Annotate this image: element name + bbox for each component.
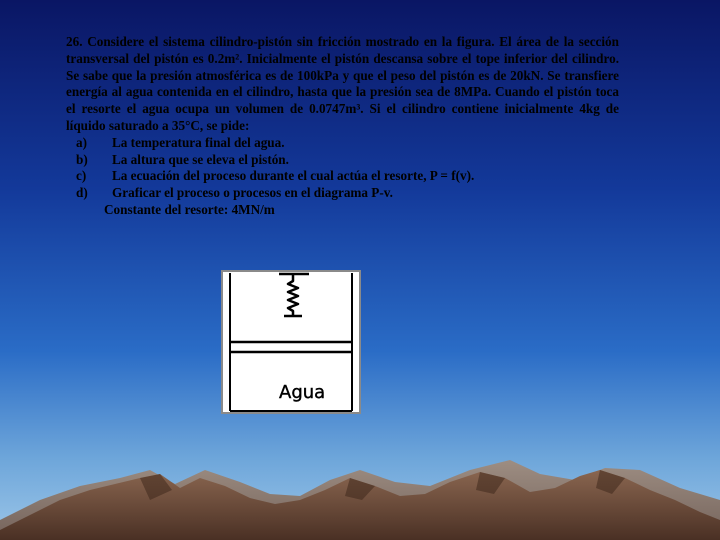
problem-text — [66, 34, 619, 219]
item-text: La altura que se eleva el pistón. — [112, 151, 289, 167]
item-label: d) — [76, 185, 88, 201]
problem-statement: 26. Considere el sistema cilindro-pistón sin fricción mostrado en la figura. El área de la sección transversal del pistón es 0.2m². Inicialmente el pistón descansa sobre el tope inferior del cilindro. Se sabe que la presión atmosférica es de 100kPa y que el peso del pistón es de 20kN. Se transfiere energía al agua contenida en el cilindro, hasta que la presión sea de 8MPa. Cuando el pistón toca el resorte el agua ocupa un volumen de 0.0747m³. Si el cilindro contiene inicialmente 4kg de líquido saturado a 35°C, se pide: — [66, 34, 619, 133]
water-label: Agua — [279, 382, 326, 403]
item-label: a) — [76, 134, 87, 150]
item-text: La ecuación del proceso durante el cual actúa el resorte, P = f(v). — [112, 168, 475, 184]
item-text: Graficar el proceso o procesos en el diagrama P-v. — [112, 185, 393, 201]
list-item — [66, 168, 619, 185]
item-label: b) — [76, 151, 88, 167]
item-text: La temperatura final del agua. — [112, 134, 285, 150]
list-item — [66, 152, 619, 169]
spring-constant-note: Constante del resorte: 4MN/m — [104, 201, 275, 217]
list-item — [66, 135, 619, 152]
piston-cylinder-figure — [221, 270, 361, 414]
list-item — [66, 185, 619, 202]
item-label: c) — [76, 168, 87, 184]
